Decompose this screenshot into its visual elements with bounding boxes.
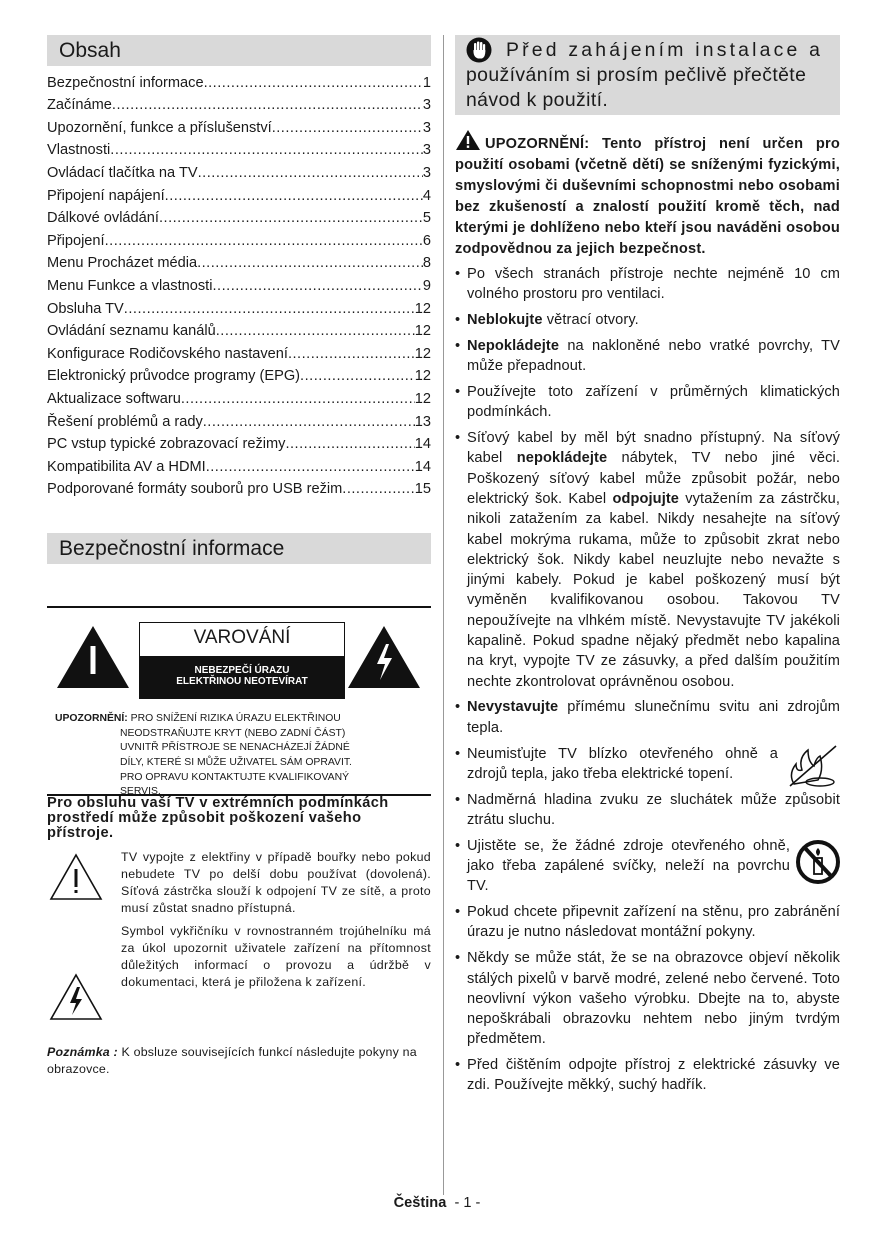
toc-entry-page: 6 xyxy=(422,232,431,249)
column-divider xyxy=(443,35,444,1195)
toc-entry-page: 9 xyxy=(422,277,431,294)
toc-leader-dots xyxy=(206,459,415,475)
page-footer: Čeština - 1 - xyxy=(393,1195,481,1211)
toc-leader-dots xyxy=(212,278,422,294)
toc-leader-dots xyxy=(216,323,415,339)
toc-entry[interactable] xyxy=(47,136,431,159)
toc-entry-label: Aktualizace softwaru xyxy=(47,390,181,407)
lightning-outline-icon xyxy=(49,973,103,1021)
toc-leader-dots xyxy=(198,165,423,181)
toc-entry-page: 1 xyxy=(422,74,431,91)
toc-leader-dots xyxy=(181,391,415,407)
toc-entry-label: Menu Procházet média xyxy=(47,255,198,272)
toc-entry[interactable] xyxy=(47,113,431,136)
toc-entry[interactable] xyxy=(47,294,431,317)
safety-title: Bezpečnostní informace xyxy=(47,533,431,564)
no-candle-icon xyxy=(796,836,840,888)
list-item: • Používejte toto zařízení v průměrných klimatických podmínkách. xyxy=(455,382,840,423)
exclamation-triangle-icon xyxy=(55,624,131,690)
toc-entry-page: 3 xyxy=(422,119,431,136)
list-item: • Někdy se může stát, že se na obrazovce objeví několik stálých pixelů v barvě modré, zelené nebo červené. Toto neovlivní výkon vašeho výrobku. Dbejte na to, abyste nepoškrábali obrazovku nehtem nebo jiným tvrdým předmětem. xyxy=(455,948,840,1049)
toc-entry-page: 12 xyxy=(414,300,431,317)
toc-entry[interactable] xyxy=(47,226,431,249)
extreme-conditions-note: Pro obsluhu vaší TV v extrémních podmínkách prostředí může způsobit poškození vašeho přístroje. xyxy=(47,795,389,842)
toc-entry-page: 13 xyxy=(414,413,431,430)
toc-leader-dots xyxy=(112,97,423,113)
toc-entry[interactable] xyxy=(47,475,431,498)
toc-entry[interactable] xyxy=(47,68,431,91)
toc-leader-dots xyxy=(204,75,423,91)
toc-entry-label: Ovládání seznamu kanálů xyxy=(47,323,216,340)
list-item: • Před čištěním odpojte přístroj z elektrické zásuvky ve zdi. Používejte měkký, suchý hadřík. xyxy=(455,1055,840,1096)
stop-hand-icon xyxy=(466,37,492,63)
toc-title: Obsah xyxy=(47,35,431,66)
toc-entry-label: Dálkové ovládání xyxy=(47,210,159,227)
warning-triangle-icon xyxy=(455,129,481,151)
toc-entry-label: Ovládací tlačítka na TV xyxy=(47,164,198,181)
toc-leader-dots xyxy=(300,368,415,384)
no-heat-source-icon xyxy=(784,744,840,788)
toc-leader-dots xyxy=(285,436,414,452)
toc-leader-dots xyxy=(342,481,415,497)
toc-entry-page: 3 xyxy=(422,97,431,114)
toc-entry-page: 14 xyxy=(414,436,431,453)
toc-entry[interactable] xyxy=(47,362,431,385)
caution-text: UPOZORNĚNÍ: PRO SNÍŽENÍ RIZIKA ÚRAZU ELEKTŘINOU NEODSTRAŇUJTE KRYT (NEBO ZADNÍ ČÁST) UVNITŘ PŘÍSTROJE SE NENACHÁZEJÍ ŽÁDNÉ DÍLY, KTERÉ SI MŮŽE UŽIVATEL SÁM OPRAVIT. PRO OPRAVU KONTAKTUJTE KVALIFIKOVANÝ SERVIS. xyxy=(55,713,352,798)
toc-entry-label: Připojení xyxy=(47,232,105,249)
toc-leader-dots xyxy=(165,188,423,204)
toc-entry-label: Kompatibilita AV a HDMI xyxy=(47,458,206,475)
list-item: • Pokud chcete připevnit zařízení na stěnu, pro zabránění úrazu je nutno následovat montážní pokyny. xyxy=(455,902,840,943)
list-item: • Nadměrná hladina zvuku ze sluchátek může způsobit ztrátu sluchu. xyxy=(455,790,840,831)
toc-entry[interactable] xyxy=(47,181,431,204)
exclamation-outline-icon xyxy=(49,853,103,901)
toc-leader-dots xyxy=(288,346,415,362)
toc-entry-label: Bezpečnostní informace xyxy=(47,74,204,91)
toc-entry[interactable] xyxy=(47,271,431,294)
toc-entry[interactable] xyxy=(47,430,431,453)
toc-leader-dots xyxy=(110,142,423,158)
toc-list xyxy=(47,68,431,497)
toc-entry-page: 15 xyxy=(414,481,431,498)
toc-entry-label: Upozornění, funkce a příslušenství xyxy=(47,119,272,136)
list-item: • Ujistěte se, že žádné zdroje otevřeného ohně, jako třeba zapálené svíčky, neleží na povrchu TV. xyxy=(455,836,840,897)
toc-entry-label: Konfigurace Rodičovského nastavení xyxy=(47,345,288,362)
toc-leader-dots xyxy=(272,120,423,136)
toc-entry-label: Podporované formáty souborů pro USB režim xyxy=(47,481,343,498)
toc-entry[interactable] xyxy=(47,407,431,430)
symbol-paragraph: Symbol vykřičníku v rovnostranném trojúhelníku má za úkol upozornit uživatele zařízení na přítomnost důležitých informací o provozu a údržbě v dokumentaci, která je přiložena k zařízení. xyxy=(121,924,431,990)
toc-entry-label: Elektronický průvodce programy (EPG) xyxy=(47,368,301,385)
toc-entry-label: Menu Funkce a vlastnosti xyxy=(47,277,213,294)
symbols-section xyxy=(47,849,431,997)
toc-entry-page: 14 xyxy=(414,458,431,475)
list-item: • Nevystavujte přímému slunečnímu svitu ani zdrojům tepla. xyxy=(455,697,840,738)
toc-entry[interactable] xyxy=(47,204,431,227)
toc-entry[interactable] xyxy=(47,452,431,475)
read-manual-heading: Před zahájením instalace a používáním si prosím pečlivě přečtěte návod k použití. xyxy=(455,35,840,115)
toc-entry[interactable] xyxy=(47,317,431,340)
warning-label-box xyxy=(47,606,431,796)
toc-leader-dots xyxy=(159,210,423,226)
toc-entry[interactable] xyxy=(47,384,431,407)
left-column xyxy=(47,35,431,1078)
toc-entry-page: 3 xyxy=(422,142,431,159)
warning-paragraph: UPOZORNĚNÍ: Tento přístroj není určen pro použití osobami (včetně dětí) se sníženými fyzickými, smyslovými či duševními schopnostmi nebo osobami bez zkušeností a znalostí použití kromě těch, nad kterými je dohlíženo nebo kteří jsou naváděni osobou zodpovědnou za jejich bezpečnost. xyxy=(455,129,840,260)
toc-leader-dots xyxy=(124,301,415,317)
warning-label xyxy=(139,622,345,699)
toc-entry-page: 4 xyxy=(422,187,431,204)
list-item: • Po všech stranách přístroje nechte nejméně 10 cm volného prostoru pro ventilaci. xyxy=(455,264,840,305)
toc-entry[interactable] xyxy=(47,249,431,272)
right-column xyxy=(455,35,840,1101)
toc-entry-page: 5 xyxy=(422,210,431,227)
lightning-triangle-icon xyxy=(346,624,422,690)
toc-entry-page: 12 xyxy=(414,368,431,385)
toc-leader-dots xyxy=(197,255,423,271)
toc-entry-label: PC vstup typické zobrazovací režimy xyxy=(47,436,286,453)
toc-entry-page: 3 xyxy=(422,164,431,181)
toc-entry-label: Připojení napájení xyxy=(47,187,165,204)
toc-entry-label: Vlastnosti xyxy=(47,142,111,159)
toc-entry-page: 12 xyxy=(414,390,431,407)
toc-entry[interactable] xyxy=(47,91,431,114)
list-item: • Neblokujte větrací otvory. xyxy=(455,310,840,330)
list-item: • Síťový kabel by měl být snadno přístupný. Na síťový kabel nepokládejte nábytek, TV nebo jiné věci. Poškozený síťový kabel může způsobit požár, nebo elektrický šok. Kabel odpojujte vytažením za zástrčku, nikoli zatažením za kabel. Nikdy nesahejte na síťový kabel mokrýma rukama, může to způsobit zkrat nebo elektrický šok. Nikdy kabel neuzlujte nebo nevažte s jinými kabely. Pokud je kabel poškozený musí být vyměněn kvalifikovanou osobou. Takovou TV nepoužívejte na vlhkém místě. Nevystavujte TV jakékoli kapalině. Pokud spadne nějaký předmět nebo kapalina na kryt, vypojte TV ze zásuvky, a před dalším použitím nechte zkontrolovat oprávněnou osobou. xyxy=(455,428,840,692)
list-item: • Neumisťujte TV blízko otevřeného ohně a zdrojů tepla, jako třeba elektrické topení. xyxy=(455,744,840,785)
toc-entry-label: Obsluha TV xyxy=(47,300,124,317)
toc-entry-page: 12 xyxy=(414,345,431,362)
toc-entry[interactable] xyxy=(47,158,431,181)
toc-entry-label: Začínáme xyxy=(47,97,112,114)
warning-label-title: VAROVÁNÍ xyxy=(193,627,291,649)
toc-leader-dots xyxy=(203,414,415,430)
list-item: • Nepokládejte na nakloněné nebo vratké povrchy, TV může přepadnout. xyxy=(455,336,840,377)
warning-label-text: NEBEZPEČÍ ÚRAZU ELEKTŘINOU NEOTEVÍRAT xyxy=(140,656,344,698)
note: Poznámka : K obsluze souvisejících funkcí následujte pokyny na obrazovce. xyxy=(47,1045,417,1077)
safety-bullet-list xyxy=(455,264,840,1096)
toc-entry-page: 12 xyxy=(414,323,431,340)
toc-entry[interactable] xyxy=(47,339,431,362)
toc-leader-dots xyxy=(105,233,423,249)
storm-paragraph: TV vypojte z elektřiny v případě bouřky nebo pokud nebudete TV po delší dobu používat (dovolená). Síťová zástrčka slouží k odpojení TV ze sítě, a proto musí zůstat snadno přístupná. xyxy=(121,850,431,916)
toc-entry-page: 8 xyxy=(422,255,431,272)
toc-entry-label: Řešení problémů a rady xyxy=(47,413,203,430)
